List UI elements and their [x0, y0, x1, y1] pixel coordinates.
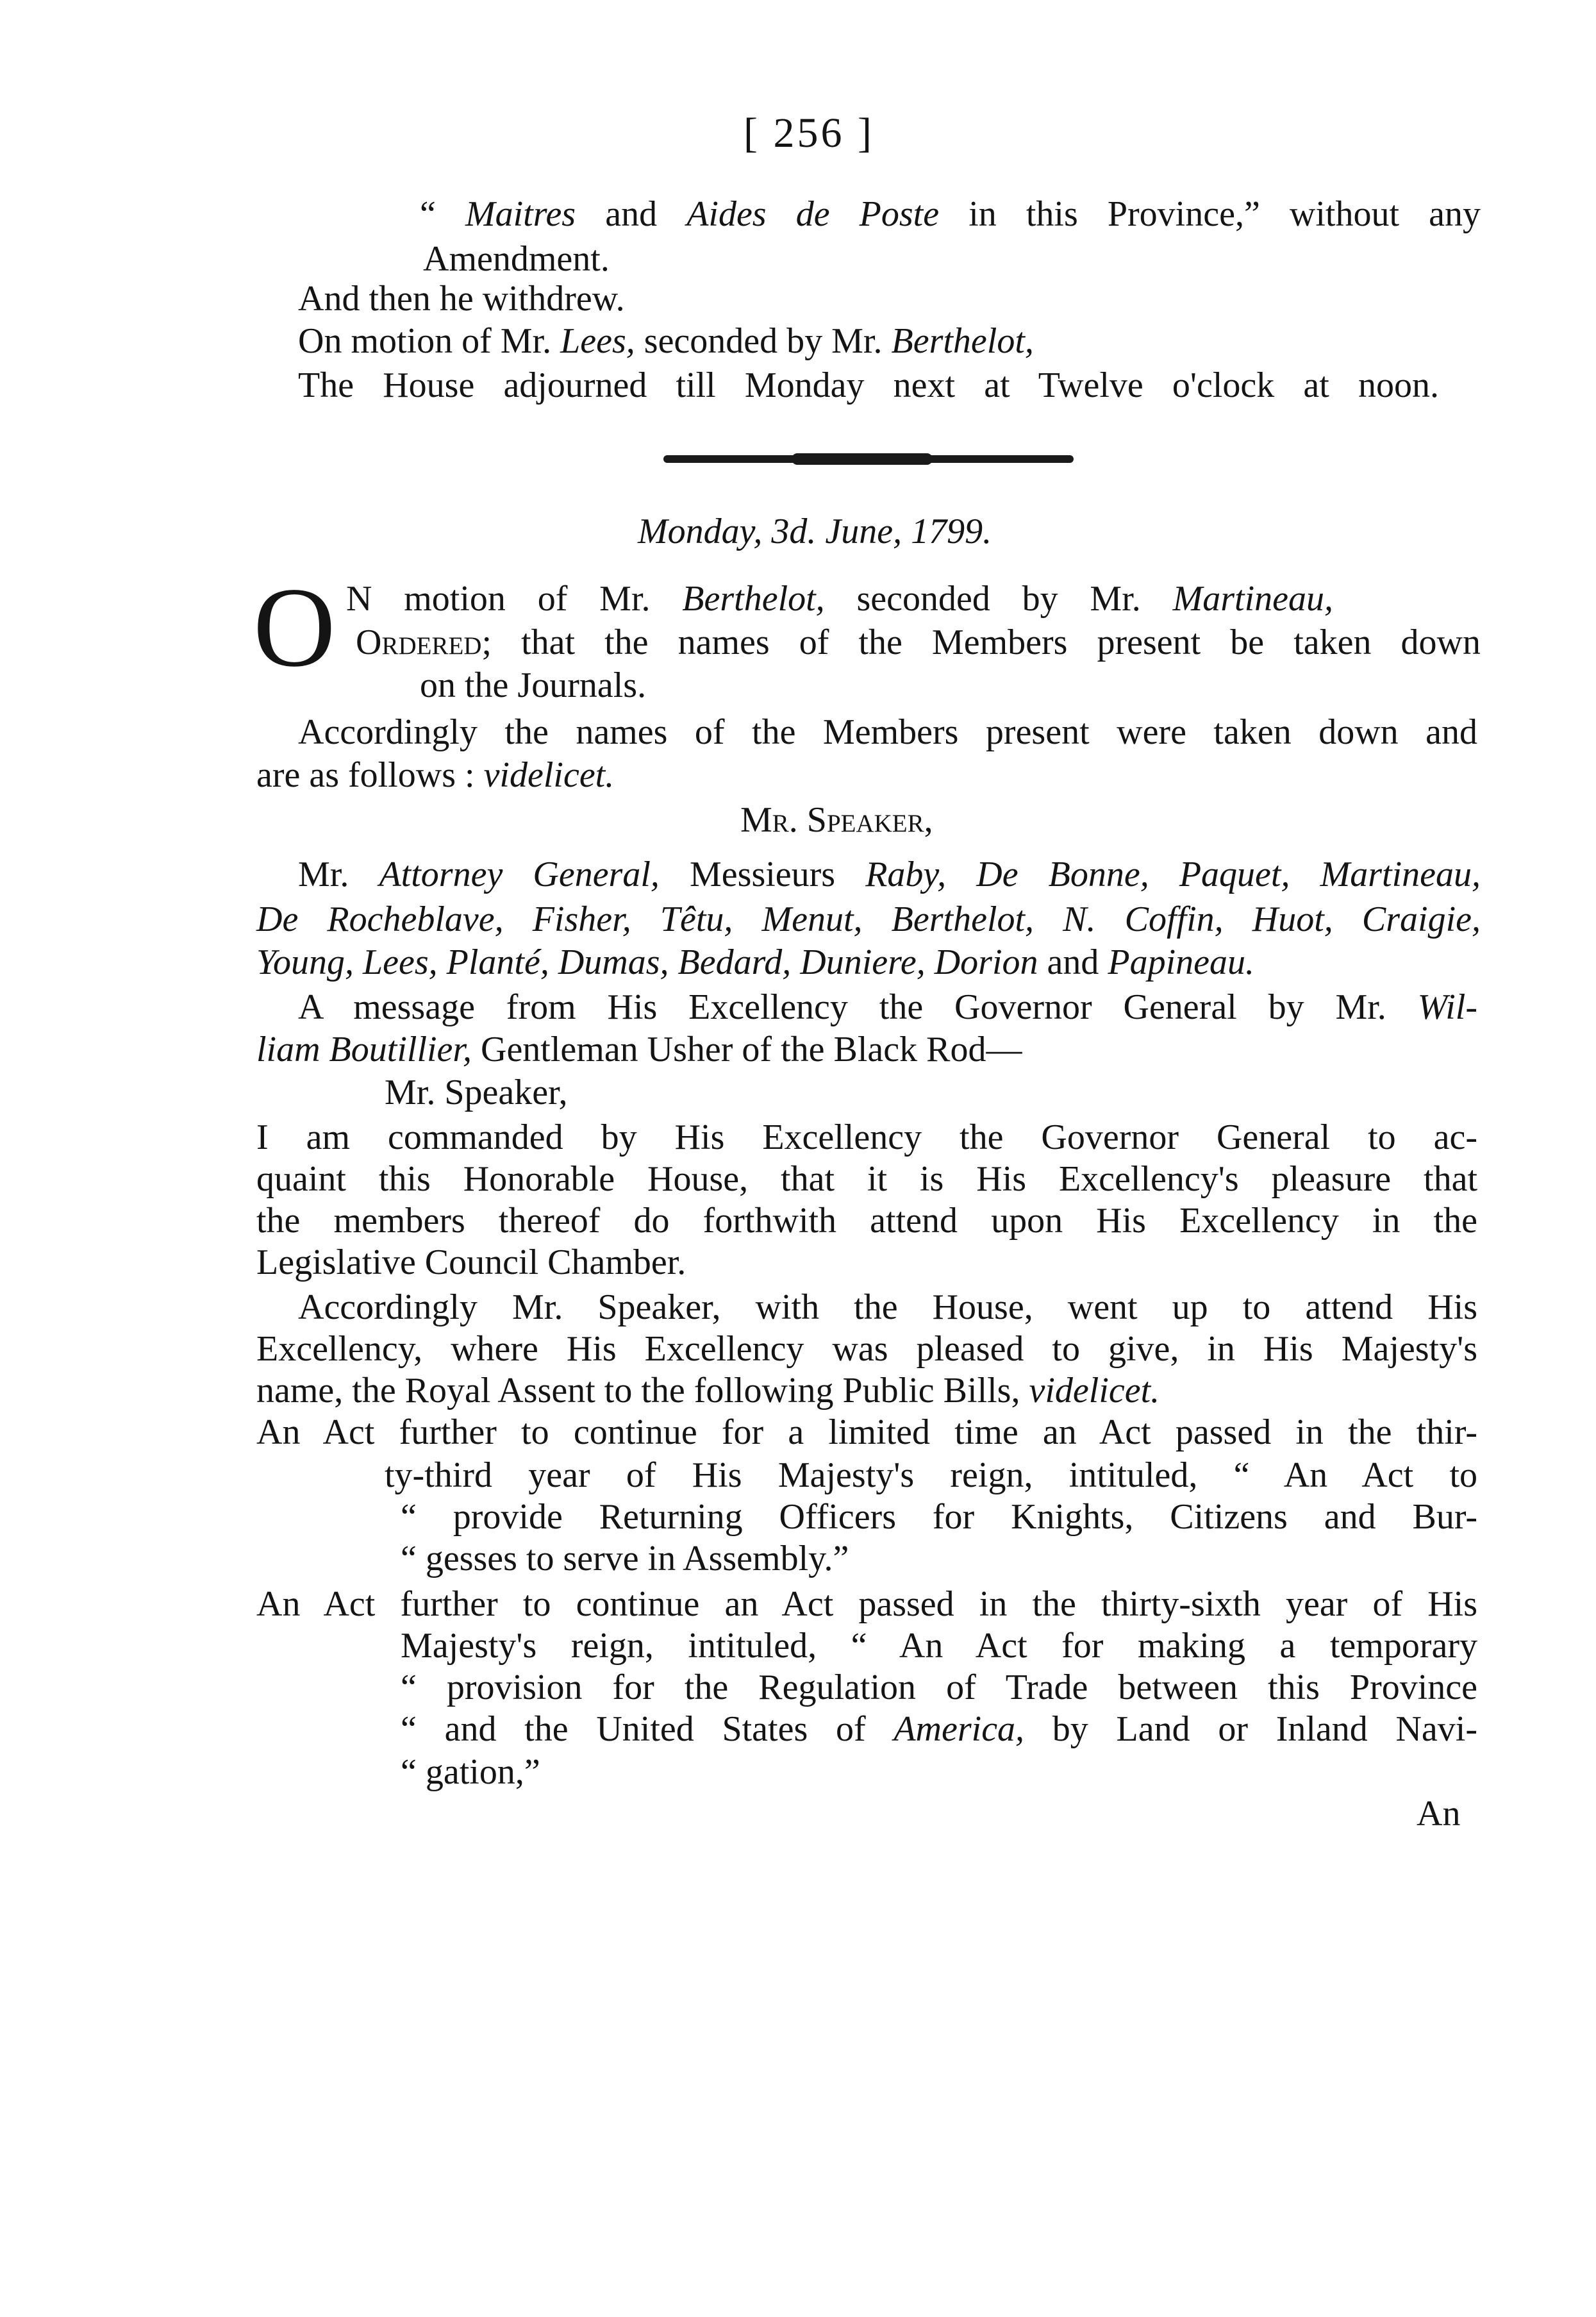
text-line: Excellency, where His Excellency was pleased to give, in His Majesty's: [256, 1329, 1477, 1369]
text-line: I am commanded by His Excellency the Governor General to ac-: [256, 1117, 1477, 1157]
page-number: [ 256 ]: [744, 110, 874, 156]
text-line: And then he withdrew.: [298, 279, 625, 319]
text-line: Ordered; that the names of the Members present be taken down: [356, 623, 1481, 662]
bill-line: An Act further to continue an Act passed in the thirty-sixth year of His: [256, 1584, 1477, 1624]
drop-cap: O: [253, 564, 336, 690]
text-line: Accordingly Mr. Speaker, with the House, went up to attend His: [298, 1287, 1477, 1327]
bill-line: An Act further to continue for a limited time an Act passed in the thir-: [256, 1412, 1477, 1452]
text-line: “ Maitres and Aides de Poste in this Province,” without any: [420, 194, 1481, 234]
bill-line: “ provide Returning Officers for Knights, Citizens and Bur-: [401, 1497, 1477, 1537]
text-line: Legislative Council Chamber.: [256, 1242, 686, 1282]
bill-line: ty-third year of His Majesty's reign, intituled, “ An Act to: [385, 1455, 1477, 1495]
text-line: Mr. Speaker,: [385, 1073, 568, 1112]
text-line: Young, Lees, Planté, Dumas, Bedard, Duniere, Dorion and Papineau.: [256, 942, 1254, 982]
catchword: An: [1417, 1794, 1461, 1834]
bill-line: “ provision for the Regulation of Trade between this Province: [401, 1668, 1477, 1707]
text-line: on the Journals.: [420, 665, 647, 705]
section-divider: [663, 455, 1074, 463]
text-line: the members thereof do forthwith attend upon His Excellency in the: [256, 1201, 1477, 1241]
text-line: N motion of Mr. Berthelot, seconded by Mr. Martineau,: [346, 579, 1333, 619]
bill-line: “ gation,”: [401, 1752, 540, 1792]
bill-line: Majesty's reign, intituled, “ An Act for making a temporary: [401, 1626, 1477, 1666]
text-line: liam Boutillier, Gentleman Usher of the Black Rod—: [256, 1030, 1022, 1069]
bill-line: “ and the United States of America, by Land or Inland Navi-: [401, 1709, 1477, 1749]
text-line: quaint this Honorable House, that it is His Excellency's pleasure that: [256, 1159, 1477, 1199]
bill-line: “ gesses to serve in Assembly.”: [401, 1539, 849, 1578]
text-line: Mr. Attorney General, Messieurs Raby, De Bonne, Paquet, Martineau,: [298, 855, 1481, 894]
text-line: are as follows : videlicet.: [256, 755, 615, 795]
date-heading: Monday, 3d. June, 1799.: [638, 512, 992, 551]
text-line: name, the Royal Assent to the following Public Bills, videlicet.: [256, 1371, 1160, 1410]
text-line: On motion of Mr. Lees, seconded by Mr. Berthelot,: [298, 321, 1034, 361]
speaker-heading: Mr. Speaker,: [740, 800, 933, 840]
text-line: De Rocheblave, Fisher, Têtu, Menut, Berthelot, N. Coffin, Huot, Craigie,: [256, 899, 1481, 939]
text-line: Amendment.: [423, 239, 610, 279]
text-line: The House adjourned till Monday next at Twelve o'clock at noon.: [298, 365, 1439, 405]
text-line: A message from His Excellency the Governor General by Mr. Wil-: [298, 987, 1477, 1027]
text-line: Accordingly the names of the Members present were taken down and: [298, 712, 1477, 752]
